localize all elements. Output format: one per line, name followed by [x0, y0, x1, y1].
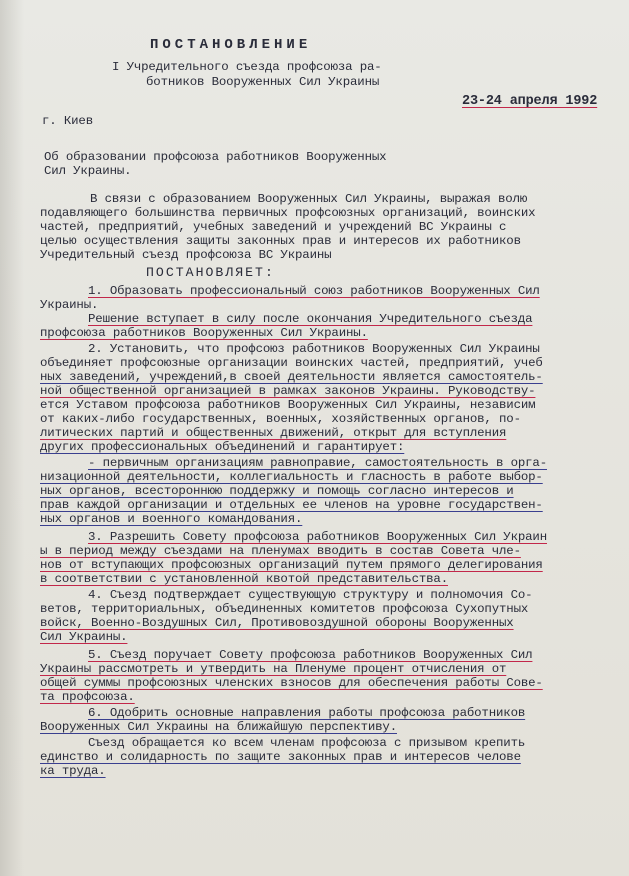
document-subtitle-line-2: ботников Вооруженных Сил Украины [146, 75, 380, 89]
body-line: ется Уставом профсоюза работников Вооруженных Сил Украины, независим [40, 398, 536, 412]
body-line: 5. Съезд поручает Совету профсоюза работников Вооруженных Сил [88, 648, 533, 662]
resolves-heading: ПОСТАНОВЛЯЕТ: [146, 265, 275, 280]
body-line: Решение вступает в силу после окончания Учредительного съезда [88, 312, 533, 326]
body-line: 2. Установить, что профсоюз работников Вооруженных Сил Украины [88, 342, 540, 356]
body-line: Украины рассмотреть и утвердить на Пленуме процент отчисления от [40, 662, 507, 676]
body-line: прав каждой организации и отдельных ее членов на уровне государствен- [40, 498, 543, 512]
body-line: ных заведений, учреждений,в своей деятельности является самостоятель- [40, 370, 543, 384]
body-line: - первичным организациям равноправие, самостоятельность в орга- [88, 456, 547, 470]
body-line: низационной деятельности, коллегиальность и гласность в работе выбор- [40, 470, 543, 484]
document-subtitle-line-1: I Учредительного съезда профсоюза ра- [112, 60, 382, 74]
body-line: профсоюза работников Вооруженных Сил Украины. [40, 326, 368, 340]
body-line: ных органов, всестороннюю поддержку и помощь согласно интересов и [40, 484, 514, 498]
document-date: 23-24 апреля 1992 [462, 94, 598, 109]
body-line: 3. Разрешить Совету профсоюза работников Вооруженных Сил Украин [88, 530, 547, 544]
document-subject-line-1: Об образовании профсоюза работников Вооруженных [44, 150, 387, 164]
body-line: литических партий и общественных движений, открыт для вступления [40, 426, 507, 440]
body-line: 4. Съезд подтверждает существующую структуру и полномочия Со- [88, 588, 533, 602]
body-line: других профессиональных объединений и гарантирует: [40, 440, 405, 454]
body-line: ы в период между съездами на пленумах вводить в состав Совета чле- [40, 544, 521, 558]
body-line: войск, Военно-Воздушных Сил, Противовоздушной обороны Вооруженных [40, 616, 514, 630]
paper-shadow [0, 0, 24, 876]
document-subject-line-2: Сил Украины. [44, 164, 132, 178]
body-line: единство и солидарность по защите законных прав и интересов челове [40, 750, 521, 764]
body-line: общей суммы профсоюзных членских взносов для обеспечения работы Сове- [40, 676, 543, 690]
body-line: объединяет профсоюзные организации воинских частей, предприятий, учеб [40, 356, 543, 370]
document-heading: ПОСТАНОВЛЕНИЕ [150, 37, 312, 53]
preamble-line: Учредительный съезд профсоюза ВС Украины [40, 248, 332, 262]
body-line: нов от вступающих профсоюзных организаций путем прямого делегирования [40, 558, 543, 572]
body-line: 6. Одобрить основные направления работы профсоюза работников [88, 706, 526, 720]
body-line: Съезд обращается ко всем членам профсоюза с призывом крепить [88, 736, 526, 750]
body-line: в соответствии с установленной квотой представительства. [40, 572, 448, 586]
body-line: ка труда. [40, 764, 106, 778]
body-line: Вооруженных Сил Украины на ближайшую перспективу. [40, 720, 397, 734]
preamble-line: подавляющего большинства первичных профсоюзных организаций, воинских [40, 206, 536, 220]
body-line: ной общественной организацией в рамках законов Украины. Руководству- [40, 384, 536, 398]
body-line: ветов, территориальных, объединенных комитетов профсоюза Сухопутных [40, 602, 529, 616]
body-line: 1. Образовать профессиональный союз работников Вооруженных Сил [88, 284, 540, 298]
body-line: Сил Украины. [40, 630, 128, 644]
body-line: та профсоюза. [40, 690, 135, 704]
document-city: г. Киев [42, 114, 93, 128]
preamble-line: частей, предприятий, учебных заведений и учреждений ВС Украины с [40, 220, 507, 234]
preamble-line: В связи с образованием Вооруженных Сил Украины, выражая волю [90, 192, 528, 206]
body-line: от каких-либо государственных, военных, хозяйственных органов, по- [40, 412, 521, 426]
body-line: ных органов и военного командования. [40, 512, 303, 526]
body-line: Украины. [40, 298, 99, 312]
preamble-line: целью осуществления защиты законных прав и интересов их работников [40, 234, 521, 248]
